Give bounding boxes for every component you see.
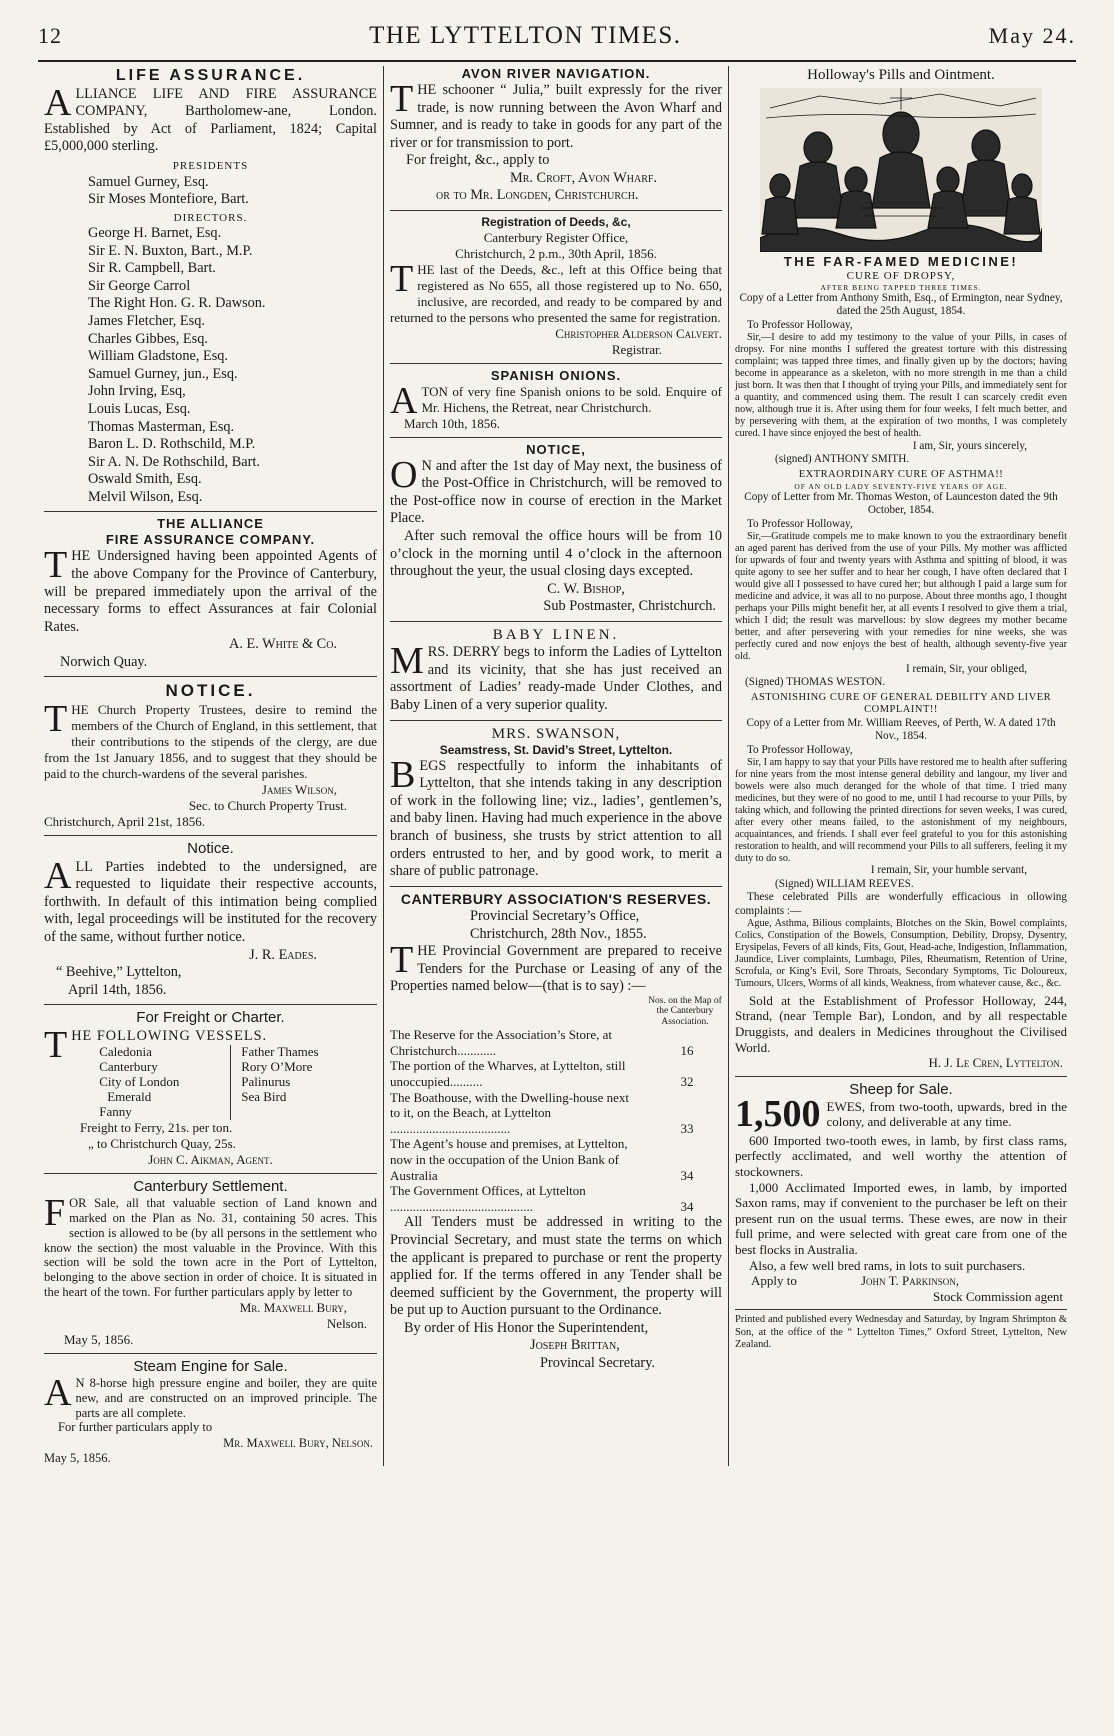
ad-body: N and after the 1st day of May next, the business of the Post-Office in Christchurch, will be removed to the Post-office now in course of erection in the Market Place. <box>390 457 722 527</box>
ad-body: All Tenders must be addressed in writing to the Provincial Secretary, and must state the terms on which the applicant is prepared to purchase or rent the property applied for. If the terms offered in any Tender shall be deemed sufficient by the Government, the property will be put up to Auction pursuant to the Ordinance. <box>390 1214 722 1319</box>
director-name: Sir R. Campbell, Bart. <box>88 260 216 277</box>
sheep-sale-ad <box>735 1081 1067 1305</box>
ad-body: EGS respectfully to inform the inhabitants of Lyttelton, that she intends taking in any description of work in the following line; viz., ladies’, gentlemen’s, and baby linen. Having had much experience in the above branch of business, she trusts by strict attention to all orders entrusted to her, and by good work, to merit a share of public patronage. <box>390 757 722 880</box>
office-name: Provincial Secretary’s Office, <box>470 908 640 925</box>
property-no: 16 <box>680 1042 694 1058</box>
testimonial-subtitle: OF AN OLD LADY SEVENTY-FIVE YEARS OF AGE. <box>794 482 1008 491</box>
directors-label: DIRECTORS. <box>173 211 248 224</box>
divider <box>44 1353 377 1354</box>
director-name: James Fletcher, Esq. <box>88 313 205 330</box>
letter-body: Sir, I am happy to say that your Pills have restored me to health after suffering for nine years from the most intense general debility and langour, my liver and bowels were also much deranged for the whole of that time. I tried many medicines, but they were of no good to me, until I had recourse to your Pills, by taking which, and following the printed directions for seven weeks, I was cured, after every other means failed, to the astonishment of my neighbours, acquaintances, and friends. I shall ever feel grateful to you for this astonishing restoration to health, and will recommend your Pills to all sufferers, feeling it my duty to do so. <box>735 757 1067 864</box>
director-name: The Right Hon. G. R. Dawson. <box>88 295 266 312</box>
property-table <box>390 1027 722 1214</box>
association-reserves-ad <box>390 891 722 1373</box>
ad-title: Canterbury Settlement. <box>133 1177 288 1195</box>
ad-signature: John C. Aikman, Agent. <box>148 1151 273 1167</box>
letter-closing: I remain, Sir, your obliged, <box>905 662 1027 675</box>
freight-ad <box>44 1009 377 1168</box>
vessel-name: Sea Bird <box>241 1089 287 1105</box>
ad-line: For further particulars apply to <box>58 1420 213 1435</box>
ad-date: May 5, 1856. <box>44 1451 111 1466</box>
directors-list <box>44 225 377 506</box>
ad-date: April 14th, 1856. <box>68 981 167 998</box>
issue-date: May 24. <box>988 23 1076 48</box>
director-name: Sir George Carrol <box>88 277 191 294</box>
property-no: 34 <box>680 1167 694 1183</box>
vessel-name: Emerald <box>107 1089 152 1105</box>
director-name: Charles Gibbes, Esq. <box>88 330 208 347</box>
vessel-name: Rory O’More <box>241 1059 313 1075</box>
vessel-name: Palinurus <box>241 1074 291 1090</box>
drop-cap: O <box>390 453 418 496</box>
ad-title: SPANISH ONIONS. <box>490 367 622 383</box>
drop-cap: T <box>44 1023 68 1066</box>
ad-body: 600 Imported two-tooth ewes, in lamb, by first class rams, perfectly acclimated, and well worthy the attention of stockowners. <box>735 1132 1067 1179</box>
ad-signature: John T. Parkinson, <box>861 1273 960 1289</box>
drop-cap: M <box>390 640 424 683</box>
ad-title: Registration of Deeds, &c, <box>481 215 631 230</box>
drop-cap: T <box>390 257 414 300</box>
ad-body: HE Church Property Trustees, desire to remind the members of the Church of England, in this settlement, that their contributions to the stipends of the clergy, are due from the 1st January 1856, and to suggest that they should be paid to the church-wardens of the several parishes. <box>44 702 377 782</box>
ad-role: Sub Postmaster, Christchurch. <box>543 598 716 615</box>
table-header: Nos. on the Map of the Canterbury Association. <box>648 995 722 1027</box>
ad-date: May 5, 1856. <box>64 1331 134 1347</box>
ad-body: RS. DERRY begs to inform the Ladies of Lyttelton and its vicinity, that she has just received an assortment of Ladies’ ready-made Under Clothes, and Baby Linen of a very superior quality. <box>390 644 722 713</box>
ad-subtitle: Seamstress, St. David’s Street, Lyttelton. <box>439 743 673 757</box>
ad-title: NOTICE. <box>165 681 256 701</box>
office-name: Canterbury Register Office, <box>483 229 629 245</box>
divider <box>390 720 722 721</box>
post-office-notice <box>390 442 722 616</box>
ad-title: AVON RIVER NAVIGATION. <box>461 66 651 81</box>
testimonial-title: ASTONISHING CURE OF GENERAL DEBILITY AND LIVER COMPLAINT!! <box>750 691 1052 716</box>
president-name: Samuel Gurney, Esq. <box>88 173 209 190</box>
director-name: Sir E. N. Buxton, Bart., M.P. <box>88 242 253 259</box>
ad-line: For freight, &c., apply to <box>406 152 550 169</box>
drop-cap: T <box>44 698 68 741</box>
woodcut-illustration <box>760 88 1042 252</box>
ad-date: Christchurch, 28th Nov., 1855. <box>470 925 647 942</box>
ad-signature: James Wilson, <box>261 782 337 798</box>
drop-cap: A <box>390 379 418 422</box>
property-desc: The Boathouse, with the Dwelling-house next to it, on the Beach, at Lyttelton ..................................... <box>390 1089 630 1136</box>
ad-place: Nelson. <box>326 1315 367 1331</box>
ad-role: Registrar. <box>611 341 662 357</box>
ad-body: LL Parties indebted to the undersigned, are requested to liquidate their respective accounts, forthwith. In default of this intimation being complied with, legal proceedings will be instituted for the recovery of the same, without further notice. <box>44 858 377 945</box>
avon-navigation-ad <box>390 66 722 205</box>
testimonial-title: CURE OF DROPSY, <box>846 269 956 282</box>
ad-place: Norwich Quay. <box>60 653 148 670</box>
ad-role: Sec. to Church Property Trust. <box>188 798 347 814</box>
ad-body: HE schooner “ Julia,” built expressly for the river trade, is now running between the Avon Wharf and Sumner, and is ready to take in goods for any part of the river or for transmission to port. <box>390 81 722 151</box>
divider <box>44 835 377 836</box>
life-assurance-ad <box>44 66 377 506</box>
ad-signature: or to Mr. Longden, Christchurch. <box>436 187 639 204</box>
ad-date: Christchurch, April 21st, 1856. <box>44 814 206 830</box>
property-no: 32 <box>680 1074 694 1089</box>
property-no: 34 <box>680 1198 694 1214</box>
ad-title: MRS. SWANSON, <box>491 725 621 742</box>
ad-signature: Joseph Brittan, <box>530 1337 620 1354</box>
complaints-intro: These celebrated Pills are wonderfully efficacious in ollowing complaints :— <box>735 891 1067 917</box>
ad-title: THE ALLIANCE <box>157 516 264 532</box>
letter-signature: (Signed) THOMAS WESTON. <box>745 676 886 689</box>
ad-date: March 10th, 1856. <box>404 415 501 431</box>
letter-salutation: To Professor Holloway, <box>747 318 853 331</box>
holloway-ad <box>735 66 1067 1071</box>
church-notice <box>44 681 377 830</box>
ad-body: EWES, from two-tooth, upwards, bred in the colony, and deliverable at any time. <box>826 1098 1067 1130</box>
vessel-name: Caledonia <box>99 1044 152 1060</box>
complaints-list: Ague, Asthma, Bilious complaints, Blotches on the Skin, Bowel complaints, Colics, Constipation of the Bowels, Consumption, Debility, Dropsy, Dysentry, Erysipelas, Fevers of all kinds, Fits, Gout, Head-ache, Indigestion, Inflammation, Jaundice, Liver complaints, Lumbago, Piles, Rheumatism, Retention of Urine, Scrofula, or King’s Evil, Sore Throats, Secondary Symptoms, Tic Doloureux, Tumours, Ulcers, Worms of all kinds, Weakness, from whatever cause, &c., &c. <box>735 918 1067 989</box>
letter-closing: I remain, Sir, your humble servant, <box>870 864 1027 877</box>
vessel-name: City of London <box>99 1074 180 1090</box>
ad-signature: C. W. Bishop, <box>547 580 625 597</box>
ad-signature: Christopher Alderson Calvert. <box>555 325 722 341</box>
deeds-notice <box>390 215 722 358</box>
director-name: Sir A. N. De Rothschild, Bart. <box>88 453 260 470</box>
ad-signature: Mr. Maxwell Bury, <box>239 1299 347 1315</box>
director-name: Thomas Masterman, Esq. <box>88 418 235 435</box>
ad-body: HE Undersigned having been appointed Agents of the above Company for the Province of Canterbury, will be prepared immediately upon the arrival of the necessary forms to effect Assurances at fair Colonial Rates. <box>44 548 377 635</box>
director-name: John Irving, Esq, <box>88 383 186 400</box>
letter-signature: (Signed) WILLIAM REEVES. <box>775 877 914 890</box>
ad-signature: J. R. Eades. <box>249 946 317 963</box>
table-row <box>390 1058 722 1089</box>
ad-subtitle: THE FAR-FAMED MEDICINE! <box>783 254 1019 269</box>
ad-title: Notice. <box>187 840 234 858</box>
ad-body: TON of very fine Spanish onions to be sold. Enquire of Mr. Hichens, the Retreat, near Christchurch. <box>421 383 722 415</box>
letter-salutation: To Professor Holloway, <box>747 517 853 530</box>
president-name: Sir Moses Montefiore, Bart. <box>88 191 249 208</box>
ad-title: LIFE ASSURANCE. <box>115 67 306 84</box>
director-name: Melvil Wilson, Esq. <box>88 488 203 505</box>
ad-role: Stock Commission agent <box>933 1288 1063 1304</box>
divider <box>44 1004 377 1005</box>
letter-closing: I am, Sir, yours sincerely, <box>912 439 1027 452</box>
director-name: George H. Barnet, Esq. <box>88 225 222 242</box>
drop-cap: A <box>44 81 72 124</box>
stockist-signature: H. J. Le Cren, Lyttelton. <box>928 1055 1063 1071</box>
presidents-label: PRESIDENTS <box>172 159 249 172</box>
ad-title: BABY LINEN. <box>492 626 620 643</box>
divider <box>44 1173 377 1174</box>
vessel-name: Fanny <box>99 1104 132 1120</box>
columns <box>38 66 1076 1466</box>
baby-linen-ad <box>390 626 722 715</box>
ad-title: For Freight or Charter. <box>136 1009 285 1027</box>
director-name: Louis Lucas, Esq. <box>88 400 191 417</box>
printer-imprint: Printed and published every Wednesday and Saturday, by Ingram Shrimpton & Son, at the office of the “ Lyttelton Times,” Oxford Street, Lyttelton, New Zealand. <box>735 1314 1067 1351</box>
table-row <box>390 1090 722 1137</box>
divider <box>735 1309 1067 1310</box>
page-number: 12 <box>38 23 62 48</box>
drop-cap: T <box>390 939 414 982</box>
eades-notice <box>44 840 377 999</box>
vessel-name: Canterbury <box>99 1059 158 1075</box>
column-3 <box>728 66 1073 1466</box>
director-name: Oswald Smith, Esq. <box>88 471 202 488</box>
column-1 <box>38 66 383 1466</box>
ad-body: LLIANCE LIFE AND FIRE ASSURANCE COMPANY, Bartholomew-ane, London. Established by Act of Parliament, 1824; Capital £5,000,000 sterling. <box>44 85 377 155</box>
ad-signature: Mr. Croft, Avon Wharf. <box>510 169 658 186</box>
ad-body: After such removal the office hours will be from 10 o’clock in the morning until 4 o’clock in the afternoon throughout the yeur, the usual closing days excepted. <box>390 527 722 580</box>
table-row <box>390 1136 722 1183</box>
drop-cap: A <box>44 854 72 897</box>
alliance-ad <box>44 516 377 671</box>
letter-salutation: To Professor Holloway, <box>747 743 853 756</box>
ad-date: Christchurch, 2 p.m., 30th April, 1856. <box>455 245 657 261</box>
property-desc: The Agent’s house and premises, at Lyttelton, now in the occupation of the Union Bank of Australia <box>390 1136 628 1183</box>
ad-title: Steam Engine for Sale. <box>133 1357 288 1375</box>
divider <box>44 511 377 512</box>
testimonial-subtitle: AFTER BEING TAPPED THREE TIMES. <box>820 282 982 292</box>
ad-title: Sheep for Sale. <box>849 1080 953 1098</box>
freight-rate: „ to Christchurch Quay, 25s. <box>88 1135 236 1151</box>
freight-rate: Freight to Ferry, 21s. per ton. <box>80 1119 233 1135</box>
director-name: William Gladstone, Esq. <box>88 348 228 365</box>
ad-body: By order of His Honor the Superintendent, <box>404 1319 649 1336</box>
drop-cap: T <box>390 77 414 120</box>
ad-line: Apply to <box>751 1273 797 1289</box>
drop-cap: A <box>44 1372 72 1415</box>
table-row <box>390 1183 722 1214</box>
letter-intro: Copy of Letter from Mr. Thomas Weston, of Launceston dated the 9th October, 1854. <box>744 491 1058 517</box>
swanson-ad <box>390 725 722 881</box>
divider <box>390 363 722 364</box>
settlement-ad <box>44 1178 377 1348</box>
steam-engine-ad <box>44 1358 377 1467</box>
stockist-info: Sold at the Establishment of Professor Holloway, 244, Strand, (near Temple Bar), London, and by all respectable Druggists, and dealers in Medicines throughout the Civilised World. <box>735 992 1067 1055</box>
divider <box>390 621 722 622</box>
vessel-name: Father Thames <box>241 1044 319 1060</box>
drop-cap: F <box>44 1192 66 1235</box>
property-desc: The Reserve for the Association’s Store, at Christchurch............ <box>390 1027 613 1058</box>
sheep-count: 1,500 <box>735 1092 821 1135</box>
divider <box>390 437 722 438</box>
column-2 <box>383 66 728 1466</box>
ad-subtitle: FIRE ASSURANCE COMPANY. <box>105 532 316 548</box>
ad-body: HE last of the Deeds, &c., left at this Office being that registered as No 655, all those registered up to No. 650, inclusive, are recorded, and ready to be compared by and returned to the persons who presented the same for registration. <box>390 261 722 325</box>
ad-signature: Mr. Maxwell Bury, Nelson. <box>223 1435 373 1450</box>
onions-ad <box>390 368 722 432</box>
ad-body: HE Provincial Government are prepared to receive Tenders for the Purchase or Leasing of any of the Properties named below—(that is to say) :— <box>390 943 722 995</box>
property-desc: The portion of the Wharves, at Lyttelton, still unoccupied.......... <box>390 1058 626 1089</box>
newspaper-title: THE LYTTELTON TIMES. <box>369 22 682 49</box>
ad-body: N 8-horse high pressure engine and boiler, they are quite new, and are constructed on an improved principle. The parts are all complete. <box>75 1376 377 1420</box>
divider <box>44 676 377 677</box>
letter-body: Sir,—Gratitude compels me to make known to you the extraordinary benefit an aged parent has derived from the use of your Pills. My mother was afflicted for upwards of four and twenty years with Asthma and spitting of blood, it was quite agony to see her suffer and to hear her cough, I have often declared that I would give all I possessed to have cured her; but although I paid a large sum for medicine and advice, it was all to no purpose. About three months ago, I thought perhaps your Pills might benefit her, at all events I resolved to give them a trial, which I did; the result was marvellous: by slow degrees my mother became better, and after persevering with your remedies for nine weeks, she was perfectly cured and now enjoys the best of health, although seventy-five year old. <box>735 531 1067 662</box>
drop-cap: B <box>390 753 416 796</box>
testimonial-title: EXTRAORDINARY CURE OF ASTHMA!! <box>798 469 1004 481</box>
letter-intro: Copy of a Letter from Mr. William Reeves, of Perth, W. A dated 17th Nov., 1854. <box>746 716 1056 743</box>
letter-intro: Copy of a Letter from Anthony Smith, Esq., of Ermington, near Sydney, dated the 25th August, 1854. <box>739 291 1063 318</box>
divider <box>390 886 722 887</box>
letter-signature: (signed) ANTHONY SMITH. <box>775 452 910 465</box>
ad-title: CANTERBURY ASSOCIATION'S RESERVES. <box>400 890 712 907</box>
ad-intro: HE FOLLOWING VESSELS. <box>71 1027 268 1044</box>
ad-place: “ Beehive,” Lyttelton, <box>56 964 182 981</box>
ad-body: OR Sale, all that valuable section of Land known and marked on the Plan as No. 31, containing 50 acres. This section is allowed to be (by all persons in the settlement who know the section) the most valuable in the Province. With this section will be sold the town acre in the Port of Lyttelton, belonging to the above section in order of choice. It is situated in the heart of the town. For further particulars apply by letter to <box>44 1196 377 1299</box>
director-name: Baron L. D. Rothschild, M.P. <box>88 436 256 453</box>
letter-body: Sir,—I desire to add my testimony to the value of your Pills, in cases of dropsy. For nine months I suffered the greatest torture with this distressing complaint; was tapped three times, and finally given up by the doctors; having become in appearance as a skeleton, with no more strength in me than a child just born. It was then that I thought of trying your Pills, and immediately sent for a quantity, and commenced using them. The result I can scarcely credit even now, although true it is. After using them for four weeks, I felt much better, and by persevering with them, at the expiration of two months, I was completely cured. I have since enjoyed the best of health. <box>735 332 1067 439</box>
divider <box>390 210 722 211</box>
ad-signature: A. E. White & Co. <box>229 636 337 653</box>
vessel-list <box>71 1045 377 1120</box>
ad-body: Also, a few well bred rams, in lots to suit purchasers. <box>749 1257 1026 1273</box>
divider <box>735 1076 1067 1077</box>
ad-title: Holloway's Pills and Ointment. <box>807 67 995 83</box>
ad-title: NOTICE, <box>526 441 586 457</box>
director-name: Samuel Gurney, jun., Esq. <box>88 365 238 382</box>
masthead <box>38 22 1076 62</box>
property-desc: The Government Offices, at Lyttelton ............................................ <box>390 1183 586 1214</box>
table-row <box>390 1027 722 1058</box>
property-no: 33 <box>680 1120 694 1136</box>
ad-body: 1,000 Acclimated Imported ewes, in lamb, by imported Saxon rams, may if convenient to the purchaser be left on their present run on the usual terms. These ewes, are now in their full prime, and were selected with great care from one of the best flocks in Australia. <box>735 1179 1067 1257</box>
drop-cap: T <box>44 544 68 587</box>
ad-role: Provincal Secretary. <box>540 1354 655 1371</box>
